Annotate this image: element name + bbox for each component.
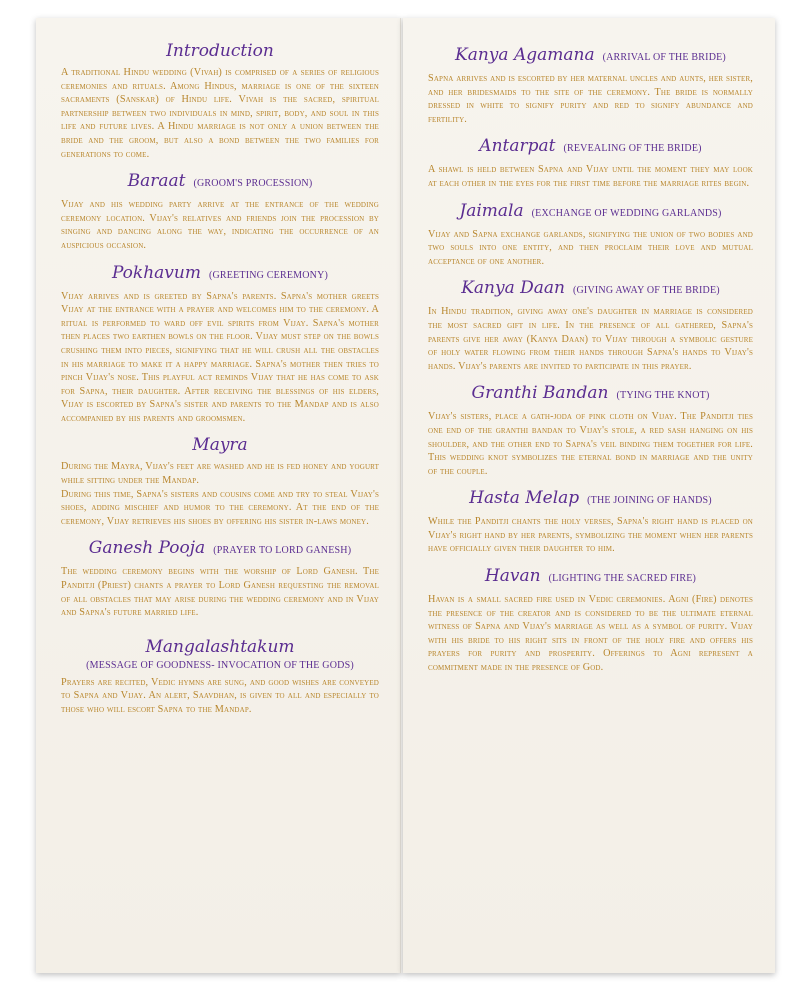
section-heading bbox=[428, 135, 753, 160]
section-body: During this time, Sapna's sisters and cousins come and try to steal Vijay's shoes, adding mischief and humor to the ceremony. At the end of the ceremony, Vijay retrieves his shoes by offering his sister in-laws money. bbox=[61, 488, 379, 527]
section-body: Prayers are recited, Vedic hymns are sung, and good wishes are conveyed to Sapna and Vijay. An alert, Saavdhan, is given to all and especially to those who will escort Sapna to the Mandap. bbox=[61, 676, 379, 715]
section-heading bbox=[428, 200, 753, 225]
section-subtitle: (LIGHTING THE SACRED FIRE) bbox=[548, 573, 697, 585]
section-title: Ganesh Pooja bbox=[88, 538, 206, 559]
section-body: The wedding ceremony begins with the worship of Lord Ganesh. The Panditji (Priest) chants a prayer to Lord Ganesh requesting the removal of all obstacles that may arise during the wedding ceremony and in Vijay and Sapna's future married life. bbox=[61, 566, 379, 619]
section-title: Kanya Daan bbox=[461, 278, 565, 299]
section-heading bbox=[428, 44, 753, 69]
section-kanya-daan bbox=[428, 277, 753, 373]
section-pokhavum bbox=[61, 262, 379, 426]
section-heading bbox=[428, 487, 753, 512]
section-body: Havan is a small sacred fire used in Vedic ceremonies. Agni (Fire) denotes the presence of the creator and is considered to be the ultimate eternal witness of Sapna and Vijay's marriage as well as a symbol of purity. Vijay with his bride to his right sits in front of the holy fire and offers his prayers for purity and prosperity. Offerings to Agni represent a commitment made in the presence of God. bbox=[428, 594, 753, 674]
section-title: Mayra bbox=[192, 435, 248, 456]
section-body: Vijay's sisters, place a gath-joda of pink cloth on Vijay. The Panditji ties one end of the granthi bandan to Vijay's stole, a red sash hanging on his shoulder, and the other end to Sapna's veil binding them together for life. This wedding knot symbolizes the eternal bond in marriage and the unity of the couple. bbox=[428, 411, 753, 477]
section-baraat bbox=[61, 170, 379, 252]
section-subtitle: (TYING THE KNOT) bbox=[616, 390, 710, 402]
section-hasta-melap bbox=[428, 487, 753, 556]
section-body: Vijay arrives and is greeted by Sapna's parents. Sapna's mother greets Vijay at the entrance with a prayer and welcomes him to the ceremony. A ritual is performed to ward off evil spirits from Vijay. Sapna's mother then places two earthen bowls on the floor. Vijay must step on the bowls crushing them into pieces, signifying that he will crush all the obstacles in his marriage to make it a happy marriage. Sapna's mother then tries to pinch Vijay's nose. This playful act reminds Vijay that he has come to ask for Sapna, their daughter. After receiving the blessings of his elders, Vijay is escorted by Sapna's sister and parents to the Mandap and is also accompanied by his parents and groomsmen. bbox=[61, 290, 379, 424]
section-heading bbox=[428, 277, 753, 302]
section-title: Jaimala bbox=[459, 200, 524, 221]
section-title: Kanya Agamana bbox=[455, 45, 595, 65]
section-title: Baraat bbox=[127, 171, 186, 192]
section-subtitle: (REVEALING OF THE BRIDE) bbox=[563, 143, 702, 155]
section-title: Introduction bbox=[166, 41, 274, 61]
section-heading bbox=[61, 40, 379, 63]
section-heading bbox=[61, 434, 379, 457]
section-subtitle: (ARRIVAL OF THE BRIDE) bbox=[602, 52, 726, 63]
section-body: Vijay and his wedding party arrive at the entrance of the wedding ceremony location. Vijay's relatives and friends join the procession by singing and dancing along the way, indicating the occurrence of an auspicious occasion. bbox=[61, 199, 379, 251]
section-title: Granthi Bandan bbox=[471, 383, 609, 404]
section-subtitle: (MESSAGE OF GOODNESS- INVOCATION OF THE GODS) bbox=[86, 659, 354, 671]
section-title: Antarpat bbox=[479, 136, 556, 157]
section-body: Sapna arrives and is escorted by her maternal uncles and aunts, her sister, and her bridesmaids to the site of the ceremony. The bride is normally dressed in white to signify purity and red to signify abundance and fertility. bbox=[428, 73, 753, 125]
section-subtitle: (GREETING CEREMONY) bbox=[208, 269, 329, 281]
section-heading bbox=[61, 170, 379, 195]
section-title: Hasta Melap bbox=[469, 488, 580, 509]
section-body: A shawl is held between Sapna and Vijay until the moment they may look at each other in the eyes for the first time before the marriage rites begin. bbox=[428, 164, 753, 189]
section-heading bbox=[61, 636, 379, 659]
section-subtitle: (THE JOINING OF HANDS) bbox=[587, 495, 712, 507]
section-body: While the Panditji chants the holy verses, Sapna's right hand is placed on Vijay's right hand by her parents, symbolizing the moment when her parents have officially given their daughter to him. bbox=[428, 516, 753, 555]
section-introduction bbox=[61, 40, 379, 161]
right-panel bbox=[403, 18, 775, 973]
section-subtitle: (GIVING AWAY OF THE BRIDE) bbox=[572, 285, 720, 297]
section-mangalashtakum bbox=[61, 636, 379, 717]
section-body: Vijay and Sapna exchange garlands, signifying the union of two bodies and two souls into one entity, and then proclaim their love and mutual acceptance of one another. bbox=[428, 228, 753, 267]
section-body: A traditional Hindu wedding (Vivah) is comprised of a series of religious ceremonies and rituals. Among Hindus, marriage is one of the sixteen sacraments (Sanskar) of Hindu life. Vivah is the sacred, spiritual partnership between two individuals in mind, spirit, body, and soul in this life and future lives. A Hindu marriage is not only a union between the bride and the groom, but also a bond between the two families for generations to come. bbox=[61, 67, 379, 160]
section-heading bbox=[61, 537, 379, 562]
left-panel bbox=[36, 18, 401, 973]
section-heading bbox=[61, 262, 379, 287]
section-body: During the Mayra, Vijay's feet are washed and he is fed honey and yogurt while sitting under the Mandap. bbox=[61, 461, 379, 487]
section-granthi-bandan bbox=[428, 382, 753, 478]
section-title: Mangalashtakum bbox=[145, 636, 295, 657]
section-ganesh-pooja bbox=[61, 537, 379, 619]
section-subtitle: (EXCHANGE OF WEDDING GARLANDS) bbox=[531, 207, 722, 219]
section-heading bbox=[428, 565, 753, 590]
section-jaimala bbox=[428, 200, 753, 269]
section-title: Havan bbox=[484, 566, 541, 587]
section-subtitle: (GROOM'S PROCESSION) bbox=[193, 178, 313, 190]
section-mayra bbox=[61, 434, 379, 528]
section-havan bbox=[428, 565, 753, 675]
section-kanya-agamana bbox=[428, 44, 753, 126]
section-body: In Hindu tradition, giving away one's daughter in marriage is considered the most sacred gift in life. In the presence of all gathered, Sapna's parents give her away (Kanya Daan) to Vijay through a symbolic gesture of holy water flowing from their hands through Sapna's hands to Vijay's hands. Vijay's parents are invited to participate in this prayer. bbox=[428, 306, 753, 372]
section-title: Pokhavum bbox=[111, 262, 201, 283]
section-antarpat bbox=[428, 135, 753, 190]
section-subtitle: (PRAYER TO LORD GANESH) bbox=[213, 545, 352, 557]
section-heading bbox=[428, 382, 753, 407]
